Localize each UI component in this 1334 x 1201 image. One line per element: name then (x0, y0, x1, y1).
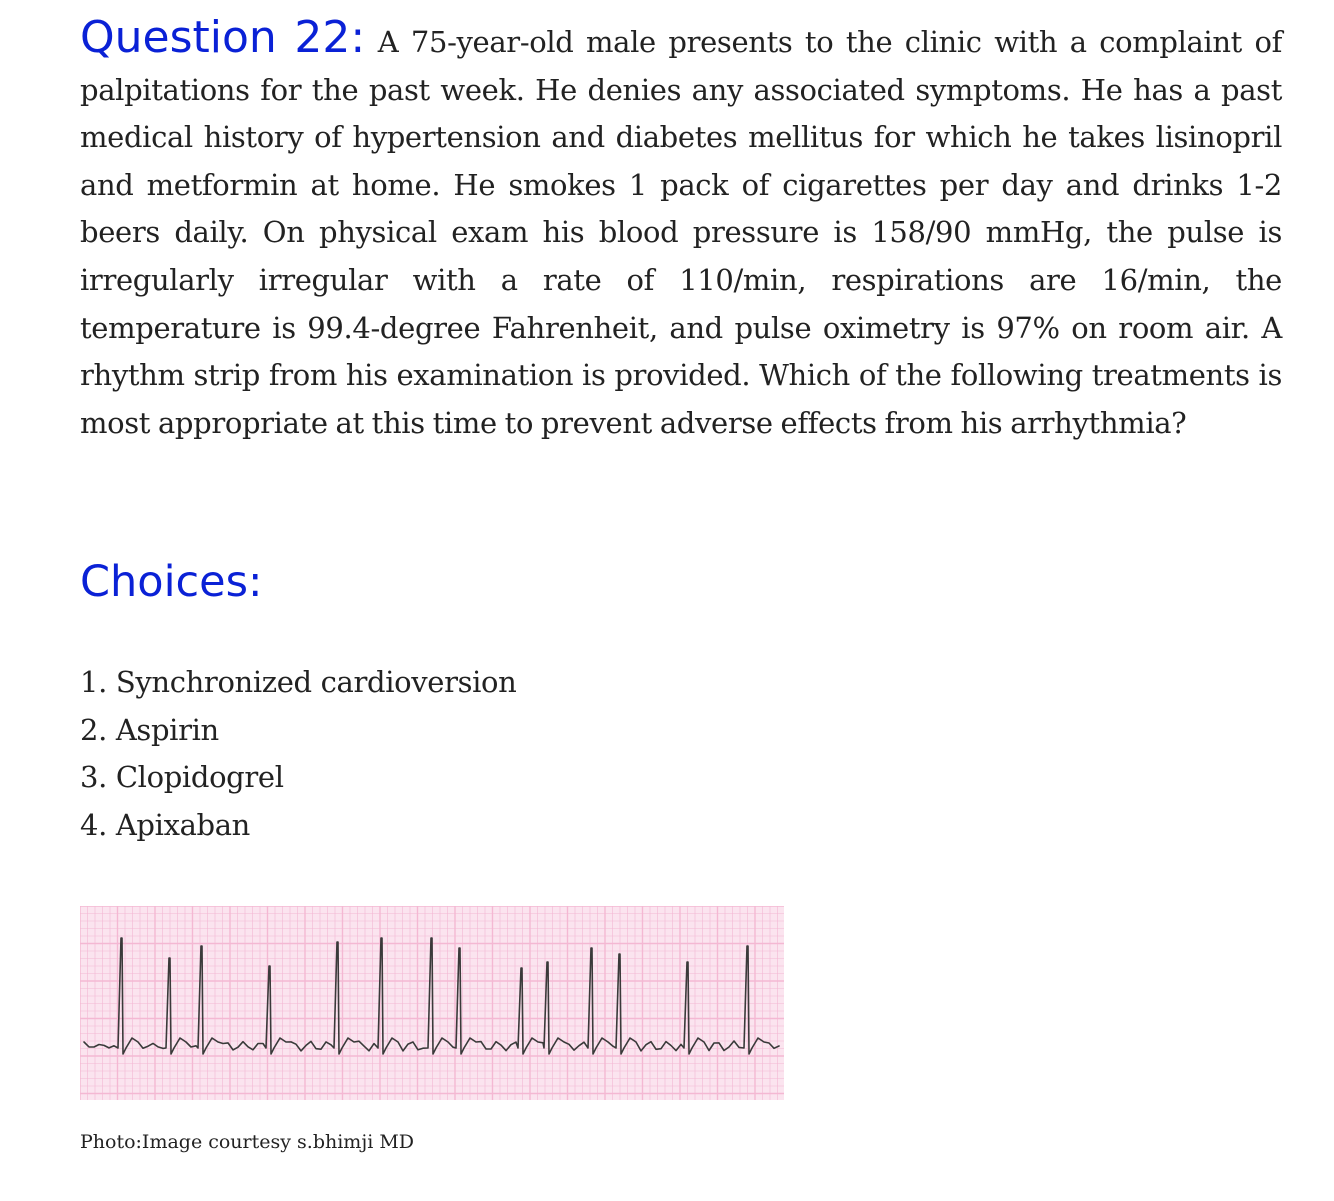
rhythm-strip-image (80, 906, 784, 1100)
image-caption: Photo:Image courtesy s.bhimji MD (80, 1131, 415, 1153)
choice-1[interactable]: 1. Synchronized cardioversion (80, 665, 517, 699)
question-label: Question 22: (80, 12, 366, 63)
choices-list (80, 659, 516, 849)
choices-heading: Choices: (80, 557, 263, 607)
choice-2[interactable]: 2. Aspirin (80, 712, 219, 747)
choice-3[interactable]: 3. Clopidogrel (80, 760, 284, 795)
question-stem (80, 14, 1282, 447)
choice-4[interactable]: 4. Apixaban (80, 807, 250, 842)
question-text: A 75-year-old male presents to the clinic with a complaint of palpitations for the past week. He denies any associated symptoms. He has a past medical history of hypertension and diabetes mellitus for which he takes lisinopril and metformin at home. He smokes 1 pack of cigarettes per day and drinks 1-2 beers daily. On physical exam his blood pressure is 158/90 mmHg, the pulse is irregularly irregular with a rate of 110/min, respirations are 16/min, the temperature is 99.4-degree Fahrenheit, and pulse oximetry is 97% on room air. A rhythm strip from his examination is provided. Which of the following treatments is most appropriate at this time to prevent adverse effects from his arrhythmia? (80, 25, 1282, 440)
